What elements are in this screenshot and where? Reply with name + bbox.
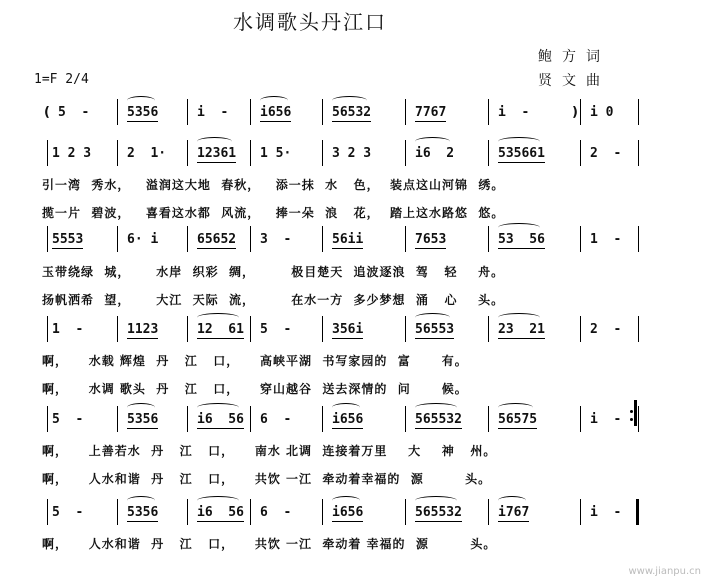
bar-line	[250, 406, 251, 432]
measure-notes: 5356	[127, 105, 159, 120]
beam-line	[498, 428, 537, 429]
bar-line	[322, 226, 323, 252]
bar-line	[117, 499, 118, 525]
measure-notes: i -	[590, 505, 622, 520]
slur-arc	[332, 403, 360, 412]
measure-notes: 3 -	[260, 232, 292, 247]
slur-arc	[498, 496, 526, 505]
bar-line	[322, 316, 323, 342]
bar-line	[580, 99, 581, 125]
measure-notes: 56575	[498, 412, 538, 427]
composer: 贤文曲	[538, 73, 610, 89]
lyric-line-2: 揽一片 碧波， 喜看这水都 风流， 捧一朵 浪 花， 踏上这水路悠 悠。	[42, 206, 505, 220]
slur-arc	[415, 403, 457, 412]
beam-line	[52, 248, 83, 249]
lyric-line-2: 啊， 水调 歌头 丹 江 口， 穿山越谷 送去深情的 问 候。	[42, 382, 468, 396]
measure-notes: 1123	[127, 322, 159, 337]
beam-line	[415, 521, 462, 522]
beam-line	[197, 248, 236, 249]
slur-arc	[197, 313, 239, 322]
measure-notes: i656	[260, 105, 292, 120]
measure-notes: 1 5·	[260, 146, 292, 161]
measure-notes: 5 -	[260, 322, 292, 337]
bar-line	[322, 99, 323, 125]
measure-notes: 2 1·	[127, 146, 167, 161]
measure-notes: 7767	[415, 105, 447, 120]
measure-notes: 356i	[332, 322, 364, 337]
measure-notes: 6 -	[260, 505, 292, 520]
measure-notes: i656	[332, 412, 364, 427]
measure-notes: 5356	[127, 505, 159, 520]
bar-line	[405, 226, 406, 252]
bar-line	[117, 99, 118, 125]
bar-line	[405, 99, 406, 125]
slur-arc	[415, 313, 450, 322]
bar-line	[638, 226, 639, 252]
bar-line	[250, 499, 251, 525]
beam-line	[260, 121, 291, 122]
bar-line	[117, 406, 118, 432]
measure-notes: 5 -	[52, 412, 84, 427]
slur-arc	[127, 96, 155, 105]
intro-open-paren: (	[44, 105, 50, 120]
measure-notes: 5553	[52, 232, 84, 247]
beam-line	[197, 521, 244, 522]
bar-line	[580, 406, 581, 432]
measure-notes: 12361	[197, 146, 237, 161]
bar-line	[47, 406, 48, 432]
lyric-line-1: 玉带绕绿 城， 水岸 织彩 绸， 极目楚天 追波逐浪 驾 轻 舟。	[42, 265, 505, 279]
bar-line	[47, 499, 48, 525]
repeat-thick-bar	[634, 400, 637, 426]
beam-line	[415, 248, 446, 249]
slur-arc	[415, 137, 450, 146]
measure-notes: 56532	[332, 105, 372, 120]
measure-notes: 3 2 3	[332, 146, 372, 161]
measure-notes: i -	[590, 412, 622, 427]
bar-line	[187, 499, 188, 525]
measure-notes: 23 21	[498, 322, 545, 337]
measure-notes: 53 56	[498, 232, 545, 247]
bar-line	[638, 99, 639, 125]
bar-line	[117, 316, 118, 342]
bar-line	[580, 140, 581, 166]
key-signature: 1=F 2/4	[34, 72, 89, 87]
lyric-line-1: 引一湾 秀水， 溢润这大地 春秋， 添一抹 水 色， 装点这山河锦 绣。	[42, 178, 505, 192]
measure-notes: 2 -	[590, 322, 622, 337]
measure-notes: 65652	[197, 232, 237, 247]
bar-line	[488, 226, 489, 252]
beam-line	[197, 338, 244, 339]
bar-line	[250, 140, 251, 166]
bar-line	[250, 99, 251, 125]
slur-arc	[498, 223, 540, 232]
bar-line	[47, 316, 48, 342]
bar-line	[405, 499, 406, 525]
lyric-line-1: 啊， 水载 辉煌 丹 江 口， 高峡平湖 书写家园的 富 有。	[42, 354, 468, 368]
beam-line	[332, 121, 371, 122]
lyric-line-1: 啊， 人水和谐 丹 江 口， 共饮 一江 牵动着 幸福的 源 头。	[42, 537, 497, 551]
bar-line	[580, 316, 581, 342]
measure-notes: i -	[197, 105, 229, 120]
slur-arc	[332, 496, 360, 505]
slur-arc	[498, 403, 533, 412]
beam-line	[415, 121, 446, 122]
slur-arc	[332, 96, 367, 105]
measure-notes: 5356	[127, 412, 159, 427]
intro-close-paren: )	[572, 105, 578, 120]
slur-arc	[127, 496, 155, 505]
measure-notes: i -	[498, 105, 530, 120]
measure-notes: 6 -	[260, 412, 292, 427]
bar-line	[117, 226, 118, 252]
measure-notes: 1 -	[52, 322, 84, 337]
measure-notes: 6· i	[127, 232, 159, 247]
beam-line	[332, 338, 363, 339]
lyricist: 鲍方词	[538, 49, 610, 65]
bar-line	[488, 140, 489, 166]
measure-notes: 12 61	[197, 322, 244, 337]
beam-line	[197, 428, 244, 429]
beam-line	[498, 338, 545, 339]
bar-line	[322, 140, 323, 166]
measure-notes: 7653	[415, 232, 447, 247]
watermark: www.jianpu.cn	[628, 566, 701, 577]
measure-notes: i6 56	[197, 412, 244, 427]
bar-line	[187, 99, 188, 125]
measure-notes: 565532	[415, 505, 462, 520]
measure-notes: 1 -	[590, 232, 622, 247]
measure-notes: 5 -	[58, 105, 90, 120]
beam-line	[498, 248, 545, 249]
measure-notes: i656	[332, 505, 364, 520]
beam-line	[498, 162, 545, 163]
bar-line	[250, 226, 251, 252]
song-title: 水调歌头丹江口	[233, 10, 387, 34]
measure-notes: 1 2 3	[52, 146, 92, 161]
repeat-dot	[630, 410, 633, 413]
bar-line	[187, 406, 188, 432]
bar-line	[187, 140, 188, 166]
beam-line	[415, 428, 462, 429]
bar-line	[47, 140, 48, 166]
beam-line	[332, 521, 363, 522]
lyric-line-1: 啊， 上善若水 丹 江 口， 南水 北调 连接着万里 大 神 州。	[42, 444, 497, 458]
bar-line	[638, 316, 639, 342]
beam-line	[127, 428, 158, 429]
bar-line	[580, 226, 581, 252]
slur-arc	[498, 313, 540, 322]
bar-line	[187, 316, 188, 342]
beam-line	[498, 521, 529, 522]
bar-line	[405, 140, 406, 166]
slur-arc	[197, 496, 239, 505]
bar-line	[187, 226, 188, 252]
bar-line	[405, 316, 406, 342]
bar-line	[322, 499, 323, 525]
bar-line	[488, 316, 489, 342]
bar-line	[322, 406, 323, 432]
lyric-line-2: 啊， 人水和谐 丹 江 口， 共饮 一江 牵动着幸福的 源 头。	[42, 472, 492, 486]
final-thick-bar	[636, 499, 639, 525]
lyric-line-2: 扬帆洒希 望， 大江 天际 流， 在水一方 多少梦想 涌 心 头。	[42, 293, 505, 307]
bar-line	[250, 316, 251, 342]
bar-line	[488, 99, 489, 125]
measure-notes: 535661	[498, 146, 545, 161]
bar-line	[488, 406, 489, 432]
measure-notes: i6 2	[415, 146, 455, 161]
beam-line	[197, 162, 236, 163]
measure-notes: i6 56	[197, 505, 244, 520]
beam-line	[127, 121, 158, 122]
bar-line	[117, 140, 118, 166]
slur-arc	[127, 403, 155, 412]
repeat-dot	[630, 418, 633, 421]
bar-line	[47, 226, 48, 252]
measure-notes: 2 -	[590, 146, 622, 161]
measure-notes: 56553	[415, 322, 455, 337]
slur-arc	[260, 96, 288, 105]
slur-arc	[498, 137, 540, 146]
beam-line	[415, 338, 454, 339]
measure-notes: 56ii	[332, 232, 364, 247]
bar-line	[488, 499, 489, 525]
beam-line	[127, 521, 158, 522]
measure-notes: 5 -	[52, 505, 84, 520]
bar-line	[580, 499, 581, 525]
beam-line	[332, 428, 363, 429]
beam-line	[332, 248, 363, 249]
beam-line	[127, 338, 158, 339]
bar-line	[638, 406, 639, 432]
bar-line	[405, 406, 406, 432]
slur-arc	[415, 496, 457, 505]
bar-line	[638, 140, 639, 166]
slur-arc	[197, 137, 232, 146]
measure-notes: 565532	[415, 412, 462, 427]
measure-notes: i767	[498, 505, 530, 520]
measure-notes: i 0	[590, 105, 614, 120]
slur-arc	[197, 403, 239, 412]
